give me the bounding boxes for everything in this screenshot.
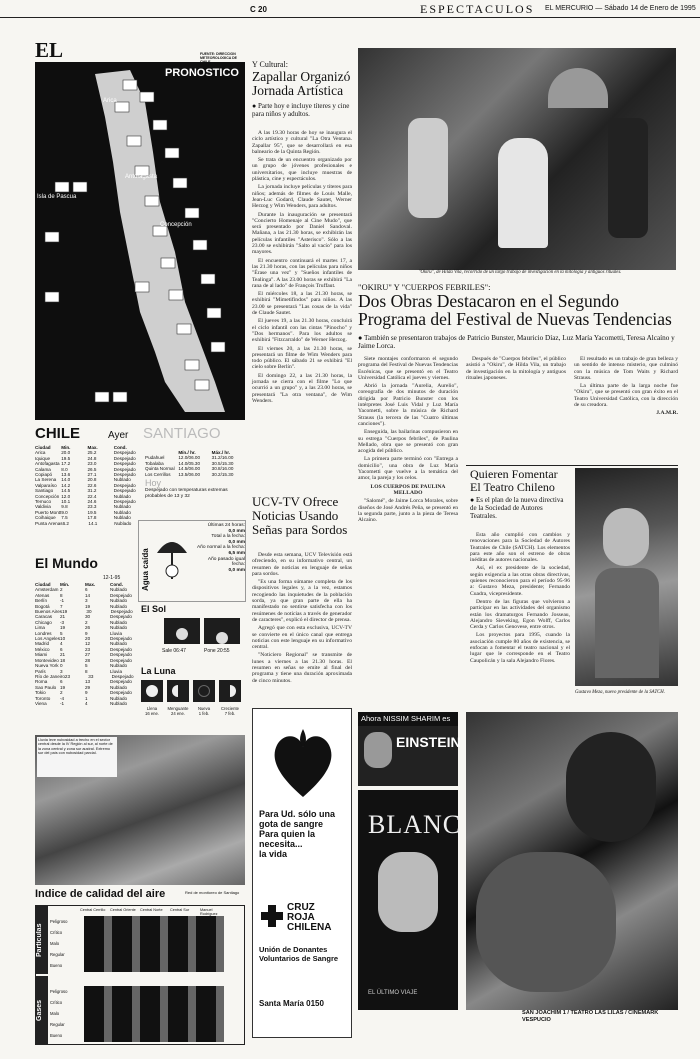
world-table-row: Buenos Aires 19 30 Despejado	[35, 609, 133, 615]
article3-col3: El resultado es un trabajo de gran belleza y un sentido de intenso misterio, que culminó con la música de Tom Waits y Richard Strauss. La última parte de la larga noche fue "Okiru", que se presentó con gran éxito en el Teatro Universidad Católica, con la dirección de su creadora. J.A.M.R.	[574, 356, 678, 417]
moon-label: La Luna	[141, 666, 176, 676]
issue-date: EL MERCURIO — Sábado 14 de Enero de 1995	[545, 5, 696, 12]
blood-drop-heart-icon	[271, 721, 335, 801]
world-title: El Mundo	[35, 555, 98, 571]
col-min-hr: Mín./ hr.	[178, 450, 196, 455]
santiago-table-body	[145, 455, 245, 477]
world-table-row: Caracas 21 30 Despejado	[35, 614, 132, 620]
article1-kicker: Y Cultural:	[252, 60, 288, 69]
world-table	[35, 582, 135, 706]
santiago-table-row: Pudahuel 12.0/06.00 31.2/16.00	[145, 455, 234, 461]
article4-rule	[466, 465, 678, 466]
chile-table	[35, 445, 140, 526]
article1-body: A las 19.30 horas de hoy se inaugura el ciclo artístico y cultural "La Otra Ventana. Zapallar 95", que se desarrollará en esa balneario de la Quinta Región. Se trata de un encuentro organizado por un grupo de jóvenes profesionales e universitarios, que incluye muestras de plástica, cine y espectáculos. La jornada incluye películas y títeres para niños; además de filmes de Louis Malle, Jean-Luc Godard, Claude Sautet, Werner Herzog y Wim Wenders, para adultos. Durante la inauguración se presentará "Concierto Homenaje al Cine Mudo", que será presentado por Daniel Sandoval. Mañana, a las 21.30 horas, se exhibirán las películas infantiles "Asterisco". Sólo a las 23.00 se exhibirán "Salto al vacío" para los mayores. El encuentro continuará el martes 17, a las 21.30 horas, con las películas para niños "Érase una vez" y "Sueños infantiles de Tealinga". A las 23.00 horas se exhibirá "La rana de al lado" de François Truffaut. El miércoles 18, a las 21.30 horas, se exhibirá "Mimetifindos" para niños. A las 23.00 se presentará "Las cosas de la vida" de Claude Sautet. El jueves 19, a las 21.30 horas, concluirá el ciclo infantil con las cintas "Pinocho" y "Dos hermanos". Para los adultos se exhibirá "Fitzcarraldo" de Werner Herzog. El viernes 20, a las 21.30 horas, se presentará un filme de Wim Wenders para todo público. El sábado 21 se exhibirá "El cielo sobre Berlín". El domingo 22, a las 21.30 horas, la jornada se cierra con el filme "Lo que ocurrió a un grupo" y, a las 23.00 horas, se presentará "La otra ventana", de Wim Wenders.	[252, 130, 352, 404]
chile-table-row: Valparaíso 14.2 22.6 Despejado	[35, 482, 136, 488]
world-table-row: Tokio 2 9 Despejado	[35, 690, 132, 696]
santiago-label: SANTIAGO	[143, 425, 221, 442]
col-world-ciudad: Ciudad	[35, 582, 51, 587]
new-moon-icon	[193, 680, 215, 702]
chile-table-row: La Serena 14.0 20.8 Nublado	[35, 477, 131, 483]
air-levels-top: Peligroso Crítico Malo Regular Bueno	[50, 919, 68, 968]
air-particles-grid	[84, 916, 224, 972]
forecast-map	[35, 62, 245, 420]
blanc-title: BLANC	[368, 810, 462, 839]
world-table-row: Amsterdam 2 6 Nublado	[35, 587, 128, 593]
world-table-row: México 6 23 Despejado	[35, 646, 132, 652]
sunrise-time: Sale 06:47	[162, 648, 186, 654]
chile-table-row: Santiago 14.5 31.2 Despejado	[35, 488, 136, 494]
cruz-roja-brand: CRUZ ROJA CHILENA	[287, 902, 332, 933]
article3-signature: J.A.M.R.	[656, 410, 678, 417]
satellite-image	[35, 735, 245, 885]
world-table-body	[35, 587, 135, 706]
cinema-ad-photo	[466, 712, 678, 1010]
chile-table-row: Arica 20.0 25.2 Despejado	[35, 450, 136, 456]
rain-info: Últimas 24 horas: 0,0 mm Total a la fecha: 0,0 mm Año normal a la fecha: 6,5 mm Año pasado igual fecha: 0,0 mm	[197, 523, 245, 573]
waxing-moon-icon	[219, 680, 241, 702]
cruz-roja-address: Santa María 0150	[259, 999, 324, 1008]
sunset-time: Pone 20:55	[204, 648, 230, 654]
blanc-poster	[358, 790, 462, 1010]
chile-table-row: Coihaique 7.5 17.8 Nublado	[35, 515, 131, 521]
chile-table-body	[35, 450, 140, 526]
world-table-row: Montevideo 18 28 Despejado	[35, 657, 132, 663]
world-table-row: Berlín -1 3 Nublado	[35, 598, 128, 604]
air-gases-label: Gases	[36, 976, 48, 1044]
map-place-2: Isla de Pascua	[37, 194, 77, 200]
chile-table-row: Puerto Montt 9.0 19.5 Nublado	[35, 509, 131, 515]
chile-table-row: Concepción 12.0 22.4 Nublado	[35, 493, 131, 499]
article1-bullet: ● Parte hoy e incluye títeres y cine para niños y adultos.	[252, 102, 350, 118]
full-moon-icon	[141, 680, 163, 702]
santiago-table-row: Tobalaba 14.0/05.30 30.5/15.30	[145, 460, 234, 466]
cruz-roja-ad	[252, 708, 352, 1038]
world-table-row: Sao Paulo 19 29 Nublado	[35, 684, 128, 690]
blanc-subtitle: EL ÚLTIMO VIAJE	[368, 990, 418, 996]
air-gases-grid	[84, 986, 224, 1042]
map-place-0: Arica	[103, 98, 117, 104]
okiru-photo	[358, 48, 676, 270]
article3-col1: Siete montajes conformaron el segundo programa del Festival de Nuevas Tendencias Escénicas, que se presentó en el Teatro Universidad Católica el jueves y viernes. Abrió la jornada "Aurelia, Aurelio", coreografía de dos minutos de duración dirigida por Patricio Bunster con los intérpretes José Luis Vidal y Luz María Yacometti, sobre la música de Richard Strauss (la tercera de las "Cuatro últimas canciones"). Enseguida, las bailarinas compusieron en su estrega "Cuerpos febriles", de Paulina Mellado, obra que se presentó con gran acogida del público. La primera parte terminó con "Entrega a domicilio", una obra de Luz María Yacometti que vuelve a la temática del amor, la pareja y los celos. LOS CUERPOS DE PAULINA MELLADO "Salomé", de Jaime Lorca Morales, sobre diseños de José Andrés Peña, se presentó en la segunda parte, junto a la pieza de Teresa Alcaíno.	[358, 356, 459, 524]
cinema-ad-text: SAN JOACHIM 1 / TEATRO LAS LILAS / CINEMARK VESPUCIO	[522, 1010, 659, 1023]
article3-headline: Dos Obras Destacaron en el Segundo Programa del Festival de Nuevas Tendencias	[358, 291, 672, 329]
world-date: 12-1-95	[103, 575, 121, 581]
chile-table-row: Antofagasta 17.2 23.0 Despejado	[35, 461, 136, 467]
world-table-row: Miami 21 27 Despejado	[35, 652, 132, 658]
moon-phase-labels: Llena 16 ene. Menguante 24 ene. Nueva 1 feb. Creciente 7 feb.	[145, 706, 239, 716]
article2-headline: UCV-TV Ofrece Noticias Usando Señas para Sordos	[252, 494, 348, 537]
world-table-row: Bogotá 7 19 Nublado	[35, 603, 128, 609]
air-stations-top: Central Cerrillo Central Oriente Central Norte Central Sur Manuel Rodríguez	[80, 908, 218, 916]
rain-label: Agua caída	[141, 548, 150, 591]
world-table-row: Toronto -4 1 Nublado	[35, 695, 128, 701]
red-cross-icon	[261, 905, 283, 927]
okiru-photo-caption: "Okiru", de Hilda Vila, recorrido de un largo trabajo de investigación en la mitología y antiguos rituales.	[418, 270, 622, 275]
einstein-banner: Ahora NISSIM SHARIM es	[358, 712, 458, 726]
world-table-row: Londres 5 9 Lluvia	[35, 630, 123, 636]
col-cond: Cond.	[113, 445, 127, 450]
air-quality-chart	[35, 905, 245, 1045]
air-particles-label: Partículas	[36, 906, 48, 974]
santiago-table-row: Los Cerrillos 13.5/06.00 30.2/15.30	[145, 471, 234, 477]
santiago-forecast-label: Hoy	[145, 478, 162, 489]
santiago-forecast: Despejado con temperaturas extremas probables de 13 y 32	[145, 488, 228, 499]
section-name: ESPECTACULOS	[420, 2, 535, 16]
page-header	[0, 0, 700, 18]
chile-map-svg	[35, 62, 245, 420]
world-table-row: Río de Janeiro 23 33 Despejado	[35, 673, 134, 679]
chile-table-row: Iquique 19.5 24.8 Despejado	[35, 455, 136, 461]
santiago-table-row: Quinta Normal 14.5/06.00 30.8/16.00	[145, 466, 234, 472]
air-title: Indice de calidad del aire	[35, 888, 166, 900]
map-place-3: Concepción	[160, 222, 192, 228]
weather-source: FUENTE: DIRECCION METEOROLOGICA DE	[200, 52, 238, 60]
article3-bullet: ● También se presentaron trabajos de Patricio Bunster, Mauricio Díaz, Luz María Yacometti, Teresa Alcaíno y Jaime Lorca.	[358, 334, 675, 350]
chile-table-row: Punta Arenas 6.2 14.1 Nublado	[35, 520, 132, 526]
cruz-roja-slogan: Para Ud. sólo una gota de sangre Para quien la necesita... la vida	[259, 809, 336, 859]
chile-table-row: Copiapó 13.6 27.1 Despejado	[35, 472, 136, 478]
article1-headline: Zapallar Organizó Jornada Artística	[252, 69, 351, 98]
article3-col2: Después de "Cuerpos febriles", el público asistió a "Okiru", de Hilda Vila, un trabajo de investigación en la mitología y antiguos rituales japoneses.	[466, 356, 566, 381]
sun-box	[138, 602, 246, 664]
article3-kicker: "OKIRU" Y "CUERPOS FEBRILES":	[358, 282, 491, 292]
sunset-icon	[204, 618, 240, 644]
article4-bullet: ● Es el plan de la nueva directiva de la Sociedad de Autores Teatrales.	[470, 496, 564, 520]
world-table-row: Viena -1 4 Nublado	[35, 700, 128, 706]
chile-table-row: Calama 8.0 26.5 Despejado	[35, 466, 136, 472]
world-table-row: Chicago -3 2 Nublado	[35, 619, 128, 625]
page-number: C 20	[250, 5, 267, 14]
einstein-ad	[358, 726, 461, 786]
world-table-row: París 3 8 Lluvia	[35, 668, 123, 674]
sun-label: El Sol	[141, 604, 167, 614]
meza-photo-caption: Gustavo Meza, nuevo presidente de la SATCH.	[575, 690, 665, 695]
col-max: Max.	[87, 445, 98, 450]
col-ciudad: Ciudad	[35, 445, 51, 450]
meza-photo	[575, 468, 678, 686]
waning-moon-icon	[167, 680, 189, 702]
moon-phase-icons	[141, 680, 241, 702]
world-table-row: Atenas 8 14 Despejado	[35, 592, 132, 598]
chile-label: CHILE	[35, 425, 80, 442]
col-world-cond: Cond.	[110, 582, 124, 587]
world-table-row: Madrid 4 12 Nublado	[35, 641, 128, 647]
satellite-caption: Lluvia leve nubosidad a trecho en el sector central desde la IV Región al sur, al norte de la zona central y zona sur austral. Extremo sur del país con nubosidad parcial.	[37, 737, 117, 777]
col-min: Min.	[61, 445, 71, 450]
chile-table-row: Valdivia 9.8 23.3 Nublado	[35, 504, 131, 510]
article4-headline: Quieren Fomentar El Teatro Chileno	[470, 467, 558, 494]
weather-title: EL	[35, 38, 62, 62]
col-world-max: Max.	[85, 582, 96, 587]
world-table-row: Roma 6 13 Despejado	[35, 679, 132, 685]
col-max-hr: Máx./ hr.	[211, 450, 231, 455]
air-levels-bottom: Peligroso Crítico Malo Regular Bueno	[50, 989, 68, 1038]
santiago-table	[145, 450, 245, 499]
article4-body: Esta año cumplió con cambios y renovaciones para la Sociedad de Autores Teatrales de Chile (SATCH). Los elementos para este año son el estreno de obras inéditas de autores nacionales. Así, el ex presidente de la sociedad, según exigencia a las otras obras directivas, quienes reconocieron para el período 95-96 a: Gustavo Meza, presidente; Fernando Cuadra, vicepresidente. Dentro de las figuras que volvieron a participar en las actividades del organismo están los dramaturgos Fernando Josseau, Alejandro Sieveking, Egon Wolff, Carlos Cerda y Carlos Genovese, entre otros. Los proyectos para 1995, cuando la asociación cumple 80 años de existencia, se enfocan a fomentar el teatro nacional y el lugar que le corresponde en el Teatro Caupolicán y la sala Alejandro Flores.	[470, 532, 570, 664]
world-table-row: Nueva York 0 5 Nublado	[35, 663, 128, 669]
forecast-label: PRONOSTICO	[165, 67, 239, 79]
chile-table-row: Temuco 10.1 24.6 Despejado	[35, 499, 136, 505]
world-table-row: Lima 19 26 Nublado	[35, 625, 128, 631]
article2-body: Desde esta semana, UCV Televisión está ofreciendo, en su informativo central, un resumen de noticias en lenguaje de señas para sordos. "Es una forma súmame completa de los dispositivos legales y, a la vez, estamos recogiendo las inquietudes de la población sorda, ya que gran parte de ella ha manifestado no sentirse satisfecha con los resúmenes de noticias a través de generador de caracteres", explicó el director de prensa. Agregó que con esta exclusiva, UCV-TV se convierte en el único canal que entrega noticias con este lenguaje en su informativo central. "Noticiero Regional" se transmite de lunes a viernes a las 21.30 horas. El resumen en señas se emite al final del programa y tiene una duración aproximada de cinco minutos.	[252, 552, 352, 684]
ayer-label: Ayer	[108, 430, 129, 441]
air-subtitle: Red de monitoreo de Santiago	[185, 890, 240, 895]
map-place-1: Antofagasta	[125, 174, 158, 180]
col-world-min: Min.	[60, 582, 70, 587]
world-table-row: Los Angeles 10 20 Despejado	[35, 636, 132, 642]
moon-box	[138, 664, 246, 726]
article3-subhead: LOS CUERPOS DE PAULINA MELLADO	[370, 483, 446, 496]
rain-box	[138, 520, 246, 602]
cruz-roja-subtitle: Unión de Donantes Voluntarios de Sangre	[259, 945, 339, 963]
sunrise-icon	[164, 618, 200, 644]
einstein-title: EINSTEIN	[396, 734, 461, 750]
umbrella-icon	[155, 531, 189, 591]
